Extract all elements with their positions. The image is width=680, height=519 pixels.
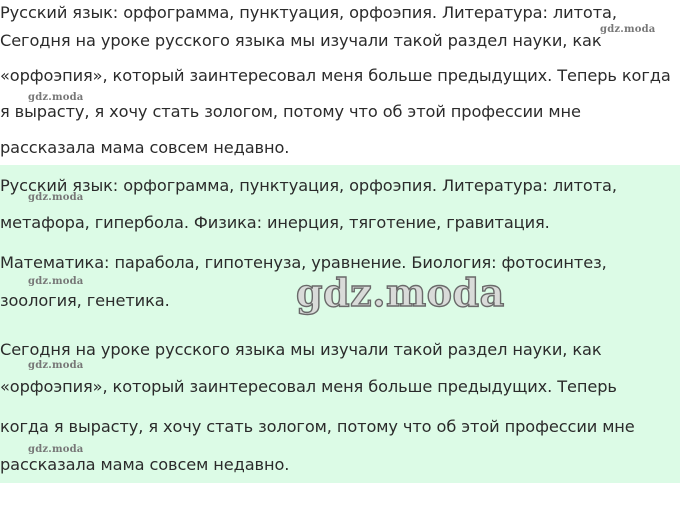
watermark: gdz.moda <box>28 444 84 455</box>
text-line: когда я вырасту, я хочу стать зологом, потому что об этой профессии мне <box>0 417 635 436</box>
text-line: зоология, генетика. <box>0 291 170 310</box>
text-line: «орфоэпия», который заинтересовал меня больше предыдущих. Теперь <box>0 377 617 396</box>
text-line: я вырасту, я хочу стать зологом, потому что об этой профессии мне <box>0 102 581 121</box>
watermark: gdz.moda <box>28 192 84 203</box>
text-line: рассказала мама совсем недавно. <box>0 455 290 474</box>
text-line: «орфоэпия», который заинтересовал меня больше предыдущих. Теперь когда <box>0 66 671 85</box>
cut-off-text-line <box>0 0 680 22</box>
text-line: рассказала мама совсем недавно. <box>0 138 290 157</box>
text-line: Русский язык: орфограмма, пунктуация, орфоэпия. Литература: литота, <box>0 3 617 22</box>
text-line: метафора, гипербола. Физика: инерция, тяготение, гравитация. <box>0 213 550 232</box>
watermark-logo: gdz.moda <box>296 270 505 315</box>
watermark: gdz.moda <box>28 360 84 371</box>
watermark: gdz.moda <box>28 276 84 287</box>
text-line: Русский язык: орфограмма, пунктуация, орфоэпия. Литература: литота, <box>0 176 617 195</box>
watermark: gdz.moda <box>600 24 656 35</box>
text-line: Сегодня на уроке русского языка мы изучали такой раздел науки, как <box>0 340 602 359</box>
text-line: Сегодня на уроке русского языка мы изучали такой раздел науки, как <box>0 31 602 50</box>
text-line: Математика: парабола, гипотенуза, уравнение. Биология: фотосинтез, <box>0 253 607 272</box>
watermark: gdz.moda <box>28 92 84 103</box>
